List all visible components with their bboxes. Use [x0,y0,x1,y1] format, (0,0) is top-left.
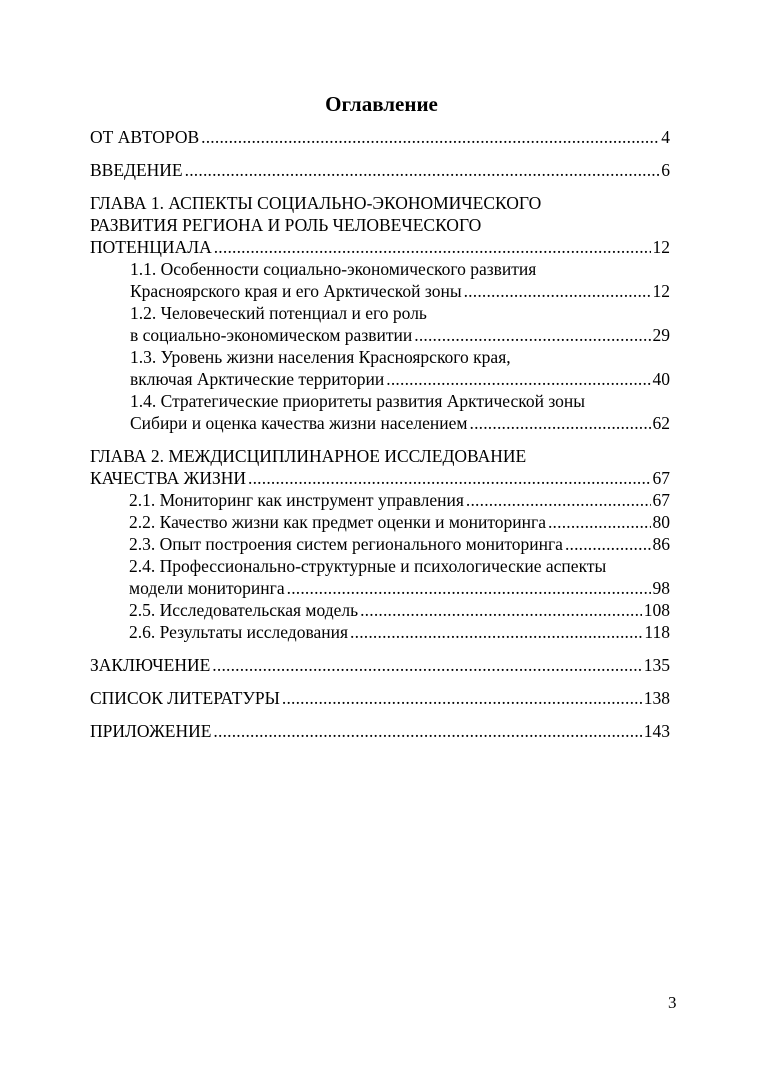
toc-entry-label: Красноярского края и его Арктической зоны [130,281,462,301]
toc-entry-2-3[interactable] [90,533,670,555]
toc-page-number: 67 [652,490,670,510]
leader-dots [466,489,651,511]
leader-dots [212,654,641,676]
toc-entry-label: ЗАКЛЮЧЕНИЕ [90,655,211,675]
toc-page-number: 29 [652,325,670,345]
toc-page-number: 80 [652,512,670,532]
toc-entry-label: РАЗВИТИЯ РЕГИОНА И РОЛЬ ЧЕЛОВЕЧЕСКОГО [90,215,482,235]
toc-entry-label: 2.3. Опыт построения систем регионального мониторинга [129,534,563,554]
toc-entry-label: включая Арктические территории [130,369,385,389]
toc-entry-from-authors[interactable] [90,126,670,148]
leader-dots [350,621,642,643]
toc-entry-2-6[interactable] [90,621,670,643]
toc-entry-label: ВВЕДЕНИЕ [90,160,183,180]
leader-dots [414,324,650,346]
toc-entry-label: ГЛАВА 2. МЕЖДИСЦИПЛИНАРНОЕ ИССЛЕДОВАНИЕ [90,446,527,466]
leader-dots [201,126,659,148]
toc-entry-label: ОТ АВТОРОВ [90,127,200,147]
toc-entry-label: в социально-экономическом развитии [130,325,413,345]
toc-entry-references[interactable] [90,687,670,709]
page-title: Оглавление [325,92,438,116]
toc-entry-conclusion[interactable] [90,654,670,676]
toc-page-number: 86 [652,534,670,554]
toc-entry-label: СПИСОК ЛИТЕРАТУРЫ [90,688,280,708]
toc-page-number: 12 [652,281,670,301]
toc-page-number: 6 [661,160,670,180]
toc-entry-label: модели мониторинга [129,578,285,598]
toc-entry-label: 2.6. Результаты исследования [129,622,349,642]
toc-page-number: 12 [652,237,670,257]
toc-page-number: 135 [643,655,670,675]
toc-entry-1-4[interactable] [90,390,670,434]
leader-dots [360,599,642,621]
toc-entry-introduction[interactable] [90,159,670,181]
toc-entry-appendix[interactable] [90,720,670,742]
toc-page-number: 40 [652,369,670,389]
toc-entry-label: ПОТЕНЦИАЛА [90,237,212,257]
toc-entry-label: 1.1. Особенности социально-экономического развития [130,259,537,279]
toc-page-number: 138 [643,688,670,708]
toc-page-number: 4 [661,127,670,147]
toc-page-number: 118 [644,622,670,642]
toc-entry-label: ПРИЛОЖЕНИЕ [90,721,212,741]
toc-entry-label: 2.5. Исследовательская модель [129,600,359,620]
leader-dots [548,511,651,533]
toc-page-number: 108 [643,600,670,620]
leader-dots [214,236,651,258]
toc-entry-label: КАЧЕСТВА ЖИЗНИ [90,468,247,488]
toc-entry-chapter-1[interactable] [90,192,670,258]
leader-dots [464,280,651,302]
toc-page-number: 67 [652,468,670,488]
leader-dots [185,159,660,181]
table-of-contents [90,126,670,742]
toc-page-number: 62 [652,413,670,433]
toc-entry-label: 2.4. Профессионально-структурные и психологические аспекты [129,556,607,576]
leader-dots [565,533,651,555]
toc-entry-label: 2.1. Мониторинг как инструмент управления [129,490,464,510]
leader-dots [470,412,651,434]
toc-entry-2-1[interactable] [90,489,670,511]
toc-entry-label: Сибири и оценка качества жизни населением [130,413,468,433]
toc-page-number: 98 [652,578,670,598]
toc-entry-1-1[interactable] [90,258,670,302]
toc-entry-label: 1.2. Человеческий потенциал и его роль [130,303,427,323]
leader-dots [213,720,641,742]
toc-entry-label: 1.4. Стратегические приоритеты развития Арктической зоны [130,391,585,411]
toc-entry-2-4[interactable] [90,555,670,599]
page-number: 3 [668,993,677,1012]
leader-dots [282,687,642,709]
toc-entry-label: ГЛАВА 1. АСПЕКТЫ СОЦИАЛЬНО-ЭКОНОМИЧЕСКОГО [90,193,542,213]
toc-entry-2-2[interactable] [90,511,670,533]
toc-entry-1-2[interactable] [90,302,670,346]
toc-entry-1-3[interactable] [90,346,670,390]
toc-page-number: 143 [643,721,670,741]
leader-dots [386,368,650,390]
toc-entry-label: 2.2. Качество жизни как предмет оценки и мониторинга [129,512,546,532]
toc-entry-2-5[interactable] [90,599,670,621]
toc-entry-label: 1.3. Уровень жизни населения Красноярского края, [130,347,511,367]
toc-entry-chapter-2[interactable] [90,445,670,489]
leader-dots [248,467,650,489]
leader-dots [287,577,651,599]
